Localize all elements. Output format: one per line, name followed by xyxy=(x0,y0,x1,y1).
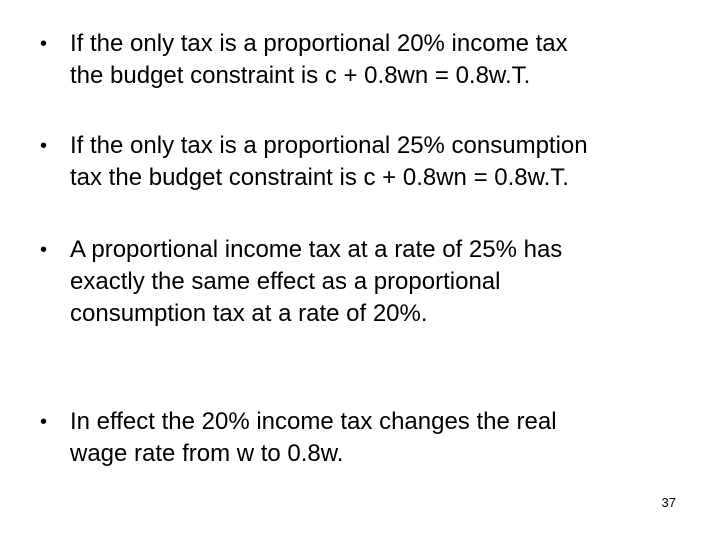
bullet-text: If the only tax is a proportional 25% consumption tax the budget constraint is c + 0.8wn = 0.8w.T. xyxy=(70,132,588,191)
bullet-item xyxy=(40,406,690,470)
bullet-text: If the only tax is a proportional 20% income tax the budget constraint is c + 0.8wn = 0.8w.T. xyxy=(70,30,568,89)
bullet-item xyxy=(40,130,690,194)
bullet-text: A proportional income tax at a rate of 25% has exactly the same effect as a proportional consumption tax at a rate of 20%. xyxy=(70,236,563,327)
bullet-text: In effect the 20% income tax changes the real wage rate from w to 0.8w. xyxy=(70,408,557,467)
page-number: 37 xyxy=(661,495,676,510)
bullet-icon: • xyxy=(40,411,48,433)
bullet-icon: • xyxy=(40,135,48,157)
bullet-item xyxy=(40,28,690,92)
bullet-icon: • xyxy=(40,33,48,55)
bullet-icon: • xyxy=(40,239,48,261)
bullet-item xyxy=(40,234,690,330)
